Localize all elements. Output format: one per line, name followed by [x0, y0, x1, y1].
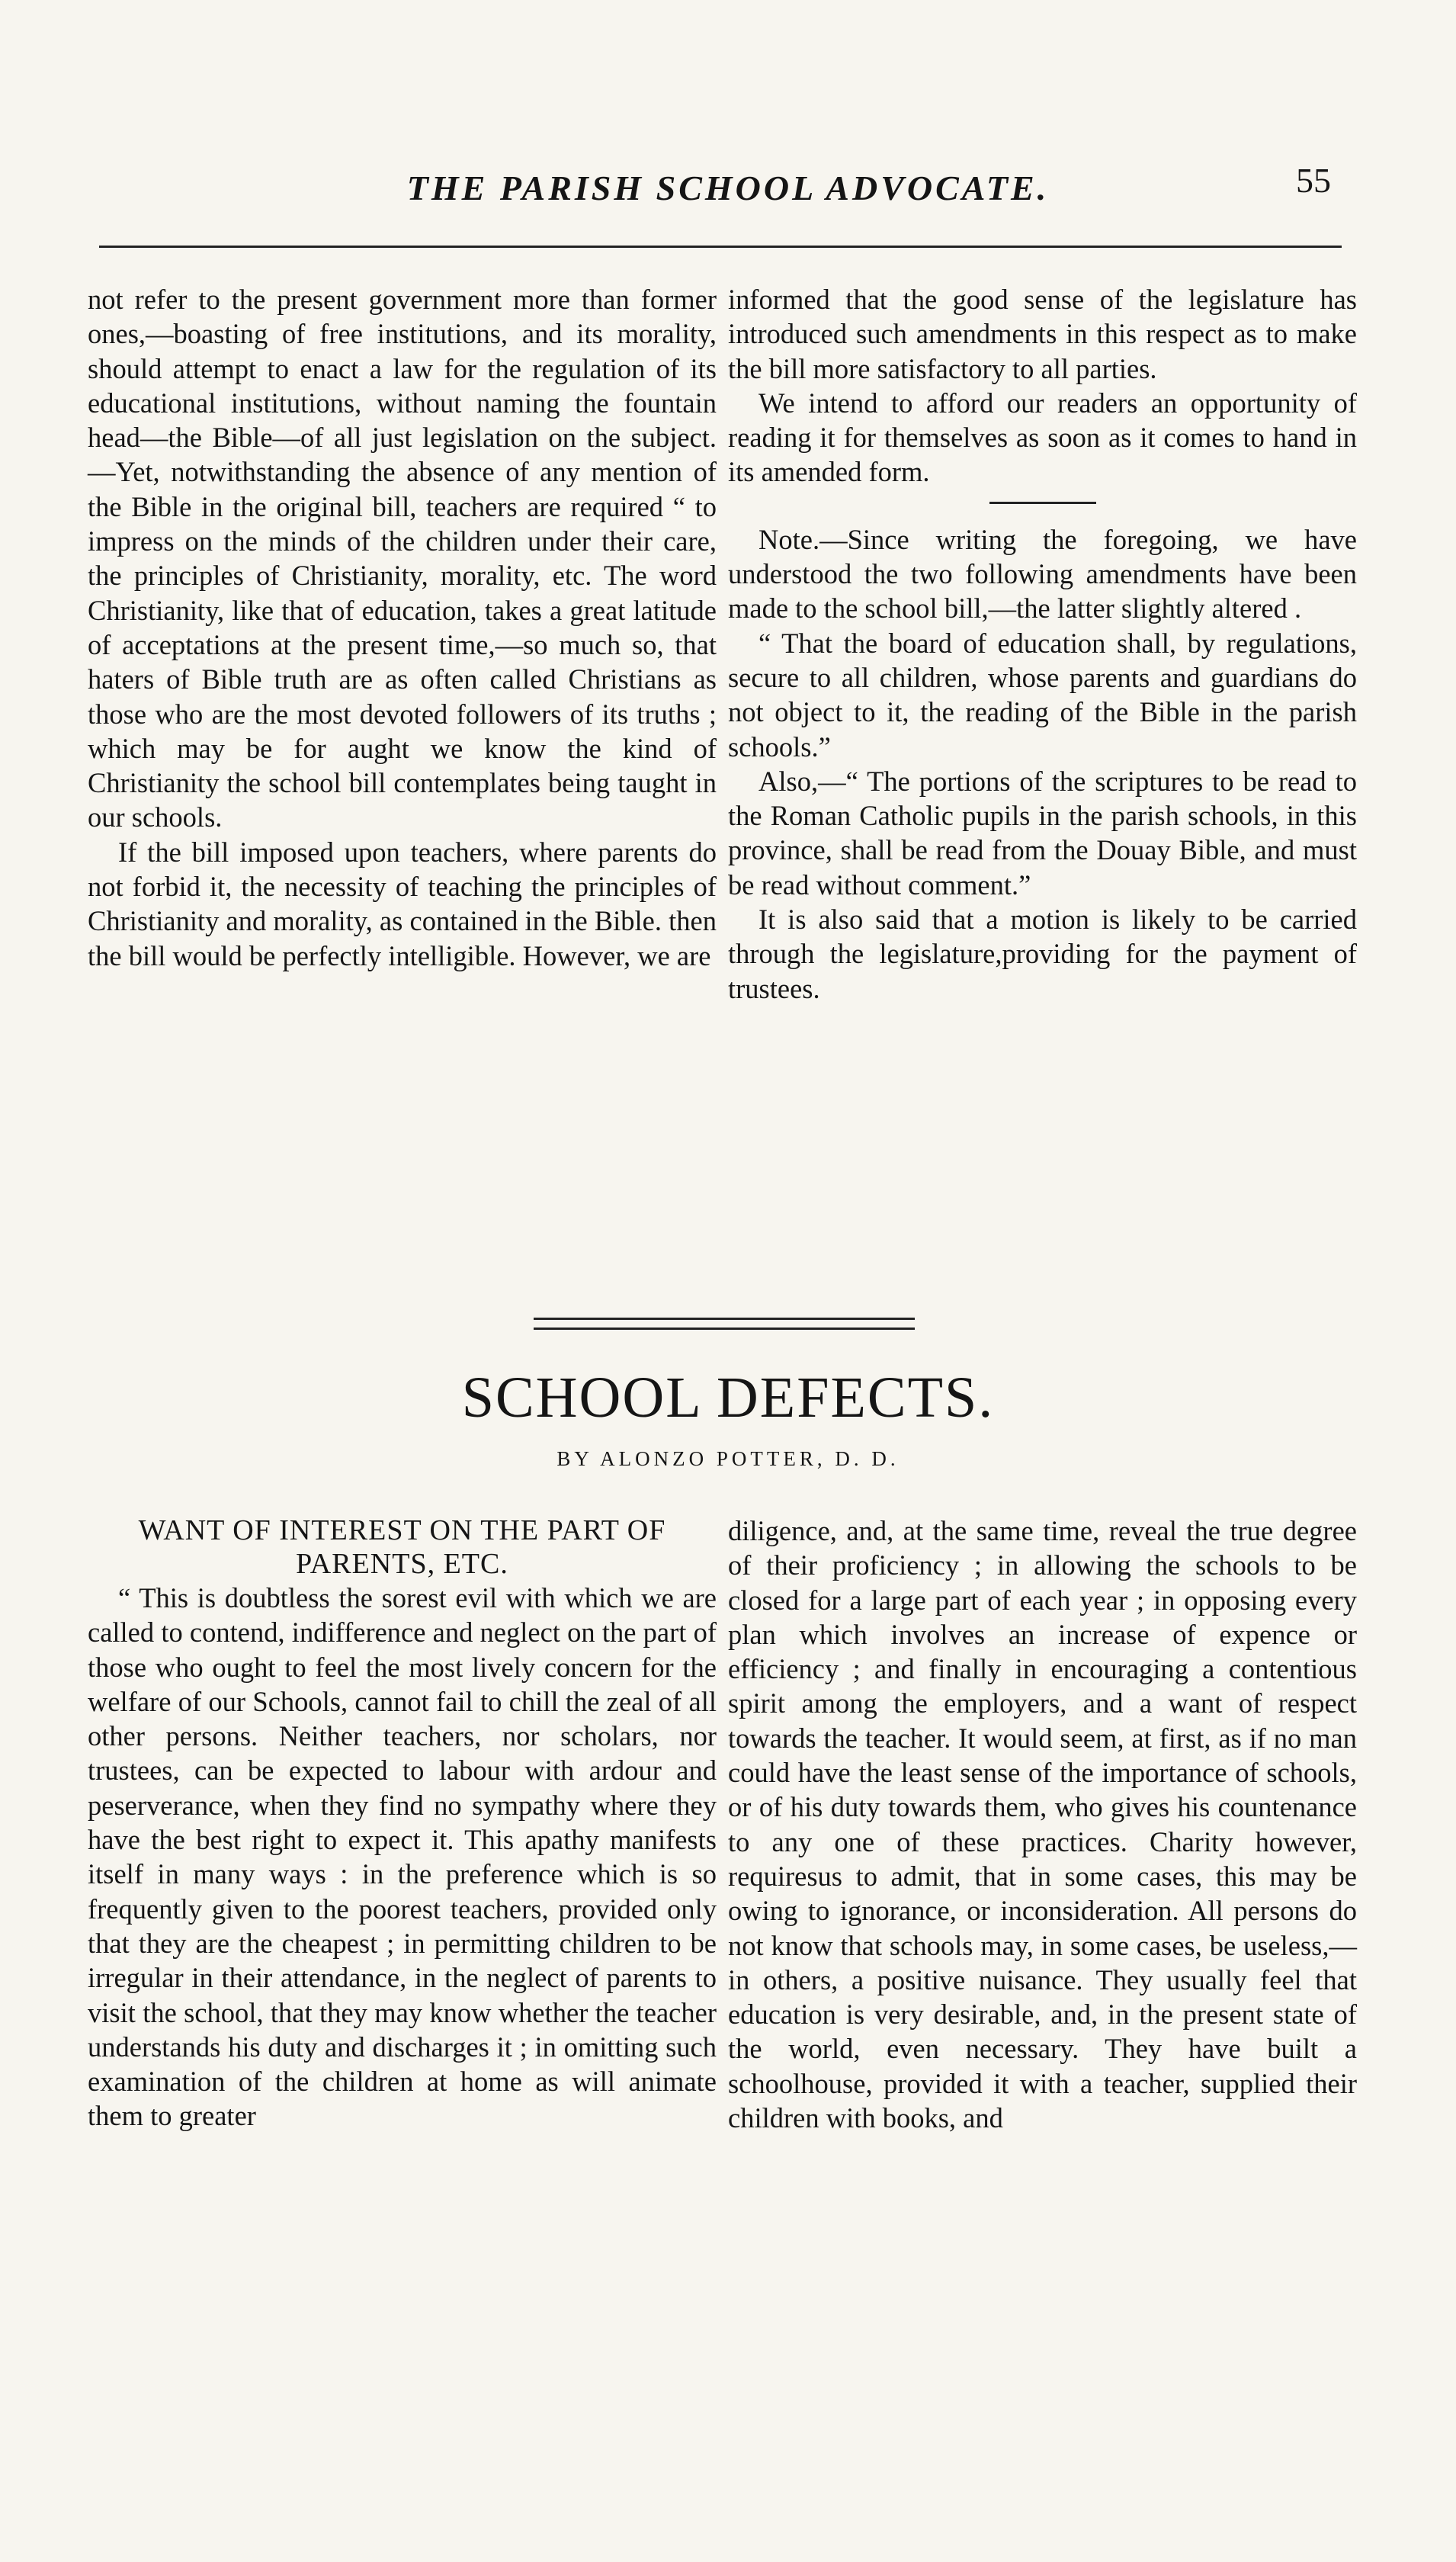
- column-2: [728, 282, 1357, 1006]
- article-title: SCHOOL DEFECTS.: [461, 1366, 995, 1430]
- paragraph: “ This is doubtless the sorest evil with which we are called to contend, indifference and neglect on the part of those who ought to feel the most lively concern for the welfare of our Schools, cannot fail to chill the zeal of all other persons. Neither teachers, nor scholars, nor trustees, can be expected to labour with ardour and peserverance, when they find no sympathy where they have the best right to expect it. This apathy manifests itself in many ways : in the preference which is so frequently given to the poorest teachers, provided only that they are the cheapest ; in permitting children to be irregular in their attendance, in the neglect of parents to visit the school, that they may know whether the teacher understands his duty and discharges it ; in omitting such examination of the children at home as will animate them to greater: [88, 1582, 717, 2132]
- column-4: [728, 1514, 1357, 2135]
- page-number: 55: [1296, 161, 1331, 200]
- article-divider: [534, 1318, 915, 1330]
- paragraph: diligence, and, at the same time, reveal the true degree of their proficiency ; in allowing the schools to be closed for a large part of each year ; in opposing every plan which involves an increase of expence or efficiency ; and finally in encouraging a contentious spirit among the employers, and a want of respect towards the teacher. It would seem, at first, as if no man could have the least sense of the importance of schools, or of his duty towards them, who gives his countenance to any one of these practices. Charity however, requiresus to admit, that in some cases, this may be owing to ignorance, or inconsideration. All persons do not know that schools may, in some cases, be useless,—in others, a positive nuisance. They usually feel that education is very desirable, and, in the present state of the world, even necessary. They have built a schoolhouse, provided it with a teacher, supplied their children with books, and: [728, 1515, 1357, 2134]
- subheading: WANT OF INTEREST ON THE PART OF PARENTS, ETC.: [138, 1514, 666, 1580]
- section-divider: [989, 502, 1096, 504]
- header-rule: [99, 246, 1342, 248]
- paragraph: We intend to afford our readers an opportunity of reading it for themselves as soon as it comes to hand in its amended form.: [728, 387, 1357, 488]
- paragraph: “ That the board of education shall, by regulations, secure to all children, whose parents and guardians do not object to it, the reading of the Bible in the parish schools.”: [728, 627, 1357, 762]
- paragraph: Also,—“ The portions of the scriptures to be read to the Roman Catholic pupils in the parish schools, in this province, shall be read from the Douay Bible, and must be read without comment.”: [728, 765, 1357, 901]
- column-1: [88, 282, 717, 973]
- paragraph: not refer to the present government more than former ones,—boasting of free institutions, and its morality, should attempt to enact a law for the regulation of its educational institutions, without naming the fountain head—the Bible—of all just legislation on the subject.—Yet, notwithstanding the absence of any mention of the Bible in the original bill, teachers are required “ to impress on the minds of the children under their care, the principles of Christianity, morality, etc. The word Christianity, like that of education, takes a great latitude of acceptations at the present time,—so much so, that haters of Bible truth are as often called Christians as those who are the most devoted followers of its truths ; which may be for aught we know the kind of Christianity the school bill contemplates being taught in our schools.: [88, 284, 717, 833]
- note-paragraph: Note.—Since writing the foregoing, we have understood the two following amendments have been made to the school bill,—the latter slightly altered .: [728, 523, 1357, 624]
- running-title: THE PARISH SCHOOL ADVOCATE.: [406, 169, 1050, 207]
- article-byline: BY ALONZO POTTER, D. D.: [556, 1447, 900, 1470]
- paragraph: It is also said that a motion is likely to be carried through the legislature,providing for the payment of trustees.: [728, 904, 1357, 1004]
- column-3: [88, 1514, 717, 2133]
- paragraph: If the bill imposed upon teachers, where parents do not forbid it, the necessity of teaching the principles of Christianity and morality, as contained in the Bible. then the bill would be perfectly intelligible. However, we are: [88, 836, 717, 971]
- paragraph: informed that the good sense of the legislature has introduced such amendments in this respect as to make the bill more satisfactory to all parties.: [728, 284, 1357, 384]
